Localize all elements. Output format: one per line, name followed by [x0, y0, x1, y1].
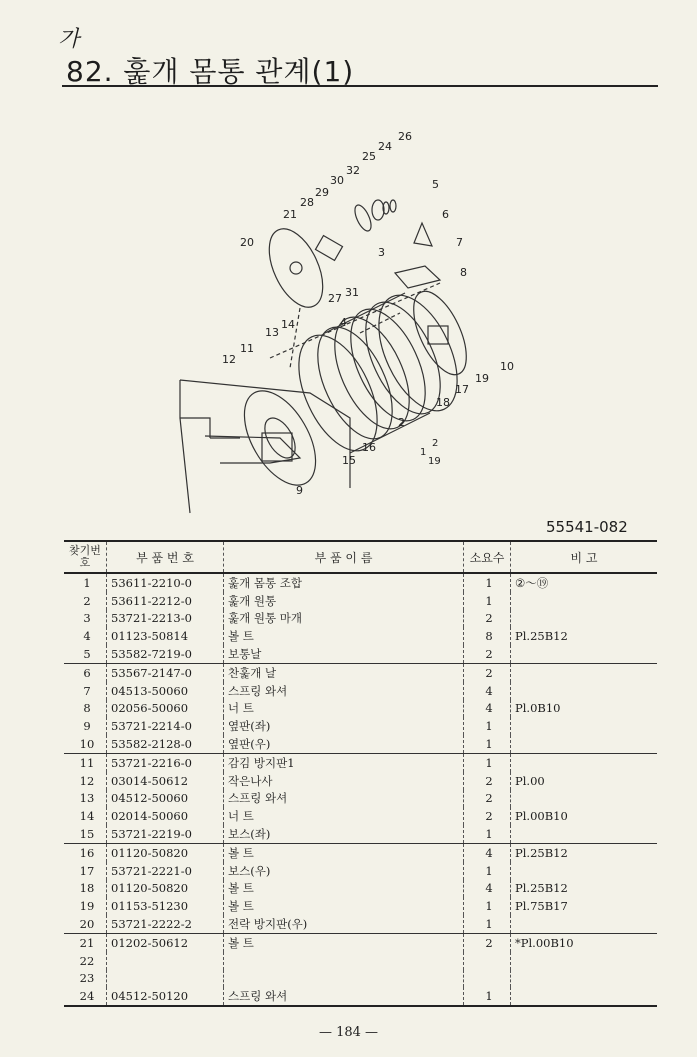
- note: [511, 970, 658, 988]
- range-label-bottom: 19: [428, 456, 441, 467]
- quantity: 1: [464, 735, 511, 753]
- part-name: 작은나사: [224, 772, 464, 790]
- part-number: 01120-50820: [107, 880, 224, 898]
- part-number: 53721-2214-0: [107, 717, 224, 735]
- table-row: [64, 682, 657, 700]
- svg-text:11: 11: [240, 342, 254, 355]
- part-name: 찬훑개 날: [224, 663, 464, 681]
- note: Pl.25B12: [515, 881, 568, 896]
- quantity: 1: [464, 717, 511, 735]
- part-number: 04513-50060: [107, 682, 224, 700]
- part-name: 훑개 몸통 조합: [224, 573, 464, 592]
- quantity: 1: [464, 987, 511, 1006]
- table-row: [64, 880, 657, 898]
- quantity: 1: [464, 753, 511, 771]
- row-number: 11: [64, 753, 107, 771]
- quantity: 2: [464, 807, 511, 825]
- row-number: 8: [64, 700, 107, 718]
- table-row: [64, 573, 657, 592]
- part-number: 53721-2221-0: [107, 862, 224, 880]
- row-number: 5: [64, 645, 107, 663]
- part-name: 너 트: [224, 807, 464, 825]
- part-number: 53721-2213-0: [107, 610, 224, 628]
- part-name: 옆판(좌): [224, 717, 464, 735]
- svg-text:15: 15: [342, 454, 356, 467]
- table-row: [64, 952, 657, 970]
- row-number: 22: [64, 952, 107, 970]
- part-name: [224, 952, 464, 970]
- svg-text:10: 10: [500, 360, 514, 373]
- part-number: 01153-51230: [107, 897, 224, 915]
- range-label-left: 1: [420, 447, 427, 458]
- svg-text:32: 32: [346, 164, 360, 177]
- note: ②～⑲: [515, 575, 549, 590]
- row-number: 3: [64, 610, 107, 628]
- table-header-row: [64, 541, 657, 573]
- quantity: 2: [464, 772, 511, 790]
- table-row: [64, 627, 657, 645]
- note: [511, 663, 658, 681]
- table-row: [64, 717, 657, 735]
- row-number: 4: [64, 627, 107, 645]
- table-row: [64, 843, 657, 861]
- title-rule: [62, 85, 658, 87]
- quantity: 2: [464, 933, 511, 951]
- quantity: 4: [464, 843, 511, 861]
- part-name: 볼 트: [224, 627, 464, 645]
- quantity: [464, 952, 511, 970]
- part-number: 04512-50060: [107, 790, 224, 808]
- note: [511, 952, 658, 970]
- table-row: [64, 645, 657, 663]
- part-name: 보스(좌): [224, 825, 464, 843]
- svg-text:24: 24: [378, 140, 392, 153]
- quantity: [464, 970, 511, 988]
- row-number: 15: [64, 825, 107, 843]
- part-number: [107, 952, 224, 970]
- part-name: 보스(우): [224, 862, 464, 880]
- quantity: 1: [464, 573, 511, 592]
- quantity: 4: [464, 880, 511, 898]
- header-part-number: 부 품 번 호: [107, 541, 224, 573]
- row-number: 2: [64, 592, 107, 610]
- row-number: 18: [64, 880, 107, 898]
- header-note: 비 고: [511, 541, 658, 573]
- handwritten-mark: 가: [58, 27, 80, 52]
- exploded-parts-diagram: [150, 118, 550, 528]
- svg-text:7: 7: [456, 236, 463, 249]
- table-row: [64, 987, 657, 1006]
- parts-table-body: [64, 573, 657, 1006]
- svg-text:17: 17: [455, 383, 469, 396]
- part-name: 스프링 와셔: [224, 987, 464, 1006]
- part-name: 훑개 원통 마개: [224, 610, 464, 628]
- table-row: [64, 700, 657, 718]
- parts-table: [64, 540, 657, 1007]
- row-number: 21: [64, 933, 107, 951]
- part-name: 감김 방지판1: [224, 753, 464, 771]
- part-number: 01123-50814: [107, 627, 224, 645]
- row-number: 10: [64, 735, 107, 753]
- table-row: [64, 663, 657, 681]
- note: [511, 825, 658, 843]
- note: [511, 790, 658, 808]
- row-number: 23: [64, 970, 107, 988]
- svg-text:19: 19: [475, 372, 489, 385]
- svg-text:20: 20: [240, 236, 254, 249]
- svg-text:3: 3: [378, 246, 385, 259]
- note: [511, 987, 658, 1006]
- range-label-top: 2: [432, 438, 439, 449]
- table-row: [64, 933, 657, 951]
- quantity: 4: [464, 700, 511, 718]
- svg-text:31: 31: [345, 286, 359, 299]
- part-name: 볼 트: [224, 880, 464, 898]
- part-name: 볼 트: [224, 897, 464, 915]
- quantity: 8: [464, 627, 511, 645]
- part-name: 볼 트: [224, 843, 464, 861]
- part-name: 훑개 원통: [224, 592, 464, 610]
- row-number: 12: [64, 772, 107, 790]
- header-no: 찾기번호: [64, 541, 107, 573]
- quantity: 2: [464, 645, 511, 663]
- row-number: 9: [64, 717, 107, 735]
- svg-text:12: 12: [222, 353, 236, 366]
- row-number: 19: [64, 897, 107, 915]
- part-number: 53721-2219-0: [107, 825, 224, 843]
- table-row: [64, 753, 657, 771]
- table-row: [64, 897, 657, 915]
- row-number: 17: [64, 862, 107, 880]
- part-number: 02056-50060: [107, 700, 224, 718]
- header-part-name: 부 품 이 름: [224, 541, 464, 573]
- svg-text:28: 28: [300, 196, 314, 209]
- part-number: 01120-50820: [107, 843, 224, 861]
- quantity: 1: [464, 915, 511, 933]
- table-row: [64, 915, 657, 933]
- svg-text:18: 18: [436, 396, 450, 409]
- svg-text:2: 2: [398, 416, 405, 429]
- note: [511, 915, 658, 933]
- svg-text:26: 26: [398, 130, 412, 143]
- svg-text:21: 21: [283, 208, 297, 221]
- part-name: 너 트: [224, 700, 464, 718]
- quantity: 1: [464, 825, 511, 843]
- table-row: [64, 862, 657, 880]
- quantity: 2: [464, 663, 511, 681]
- part-number: 01202-50612: [107, 933, 224, 951]
- note: [511, 862, 658, 880]
- table-row: [64, 970, 657, 988]
- part-name: 보통날: [224, 645, 464, 663]
- part-number: 04512-50120: [107, 987, 224, 1006]
- row-number: 7: [64, 682, 107, 700]
- part-name: 스프링 와셔: [224, 790, 464, 808]
- row-number: 13: [64, 790, 107, 808]
- quantity: 1: [464, 897, 511, 915]
- svg-text:29: 29: [315, 186, 329, 199]
- svg-text:8: 8: [460, 266, 467, 279]
- part-number: 53611-2210-0: [107, 573, 224, 592]
- svg-text:4: 4: [340, 316, 347, 329]
- svg-text:9: 9: [296, 484, 303, 497]
- diagram-code: 55541-082: [546, 518, 628, 536]
- quantity: 1: [464, 592, 511, 610]
- table-row: [64, 772, 657, 790]
- quantity: 2: [464, 610, 511, 628]
- part-number: 53567-2147-0: [107, 663, 224, 681]
- row-number: 24: [64, 987, 107, 1006]
- note: [511, 645, 658, 663]
- svg-text:27: 27: [328, 292, 342, 305]
- part-number: 02014-50060: [107, 807, 224, 825]
- note: [511, 735, 658, 753]
- note: [511, 717, 658, 735]
- table-row: [64, 592, 657, 610]
- note: [511, 592, 658, 610]
- quantity: 2: [464, 790, 511, 808]
- part-name: 전락 방지판(우): [224, 915, 464, 933]
- svg-text:5: 5: [432, 178, 439, 191]
- note: [511, 753, 658, 771]
- note: Pl.0B10: [515, 701, 561, 716]
- quantity: 4: [464, 682, 511, 700]
- table-row: [64, 735, 657, 753]
- part-number: 53721-2222-2: [107, 915, 224, 933]
- table-row: [64, 610, 657, 628]
- row-number: 20: [64, 915, 107, 933]
- note: Pl.00B10: [515, 809, 568, 824]
- svg-text:6: 6: [442, 208, 449, 221]
- part-number: 03014-50612: [107, 772, 224, 790]
- row-number: 14: [64, 807, 107, 825]
- row-number: 6: [64, 663, 107, 681]
- part-name: [224, 970, 464, 988]
- svg-text:16: 16: [362, 441, 376, 454]
- row-number: 1: [64, 573, 107, 592]
- table-row: [64, 790, 657, 808]
- svg-text:25: 25: [362, 150, 376, 163]
- part-number: 53582-2128-0: [107, 735, 224, 753]
- table-row: [64, 807, 657, 825]
- part-name: 스프링 와셔: [224, 682, 464, 700]
- svg-text:30: 30: [330, 174, 344, 187]
- page-number: — 184 —: [318, 1025, 379, 1040]
- note: Pl.75B17: [515, 899, 568, 914]
- header-quantity: 소요수: [464, 541, 511, 573]
- note: Pl.00: [515, 773, 545, 788]
- svg-text:13: 13: [265, 326, 279, 339]
- part-number: 53582-7219-0: [107, 645, 224, 663]
- note: *Pl.00B10: [515, 935, 574, 950]
- table-row: [64, 825, 657, 843]
- part-name: 볼 트: [224, 933, 464, 951]
- part-number: 53721-2216-0: [107, 753, 224, 771]
- note: [511, 610, 658, 628]
- quantity: 1: [464, 862, 511, 880]
- svg-text:14: 14: [281, 318, 295, 331]
- part-number: 53611-2212-0: [107, 592, 224, 610]
- page-title: 82. 훑개 몸통 관계(1): [66, 55, 355, 88]
- row-number: 16: [64, 843, 107, 861]
- note: [511, 682, 658, 700]
- note: Pl.25B12: [515, 629, 568, 644]
- part-name: 옆판(우): [224, 735, 464, 753]
- part-number: [107, 970, 224, 988]
- note: Pl.25B12: [515, 845, 568, 860]
